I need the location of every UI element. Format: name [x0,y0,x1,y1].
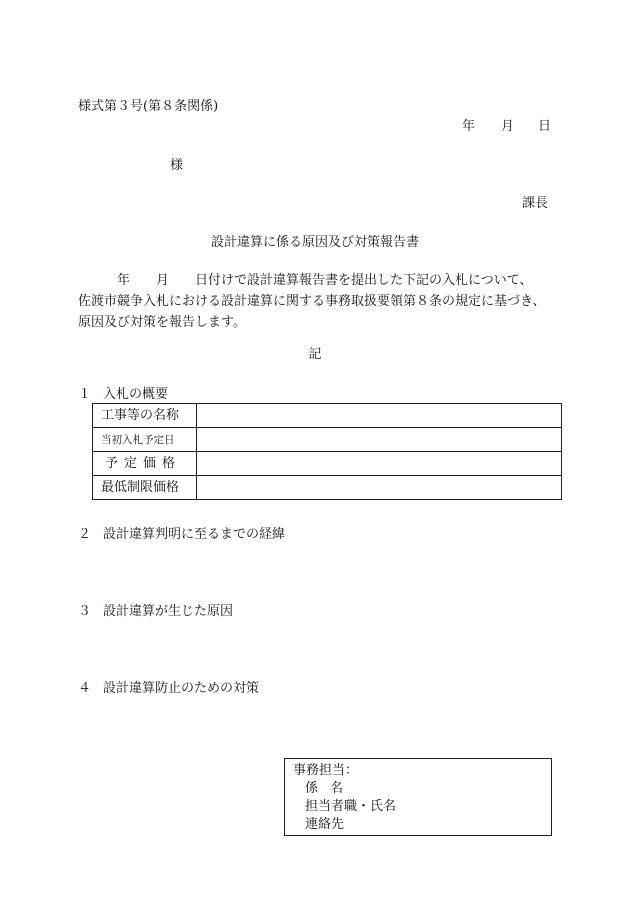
contact-section-label [305,781,343,797]
document-title: 設計違算に係る原因及び対策報告書 [210,235,419,250]
table-row [93,452,562,476]
form-number: 様式第３号(第８条関係) [78,99,219,114]
addressee-suffix: 様 [170,158,184,173]
ki-marker: 記 [308,347,322,362]
section-title: 入札の概要 [103,387,169,402]
section-number: ４ [78,681,92,696]
body-line-2: 佐渡市競争入札における設計違算に関する事務取扱要領第８条の規定に基づき、 [78,294,546,309]
table-value-project-name[interactable] [197,404,562,428]
date-day-label: 日 [538,119,552,134]
section-number: ３ [78,604,92,619]
table-label-initial-bid-date: 当初入札予定日 [93,428,197,452]
section-title: 設計違算判明に至るまでの経緯 [103,527,286,542]
contact-section-label-2: 名 [330,781,344,796]
table-value-estimated-price[interactable] [197,452,562,476]
contact-person-label: 担当者職・氏名 [305,799,397,814]
body-line-1-text: 日付けで設計違算報告書を提出した下記の入札について、 [195,273,533,288]
table-label-estimated-price: 予定価格 [93,452,197,476]
date-year-label: 年 [462,119,476,134]
body-date-month-label: 月 [156,273,170,288]
report-date [462,119,551,135]
table-row [93,404,562,428]
table-value-minimum-price[interactable] [197,476,562,500]
body-date-year-label: 年 [117,273,131,288]
section-title: 設計違算防止のための対策 [103,681,260,696]
contact-box [284,758,552,836]
table-value-initial-bid-date[interactable] [197,428,562,452]
contact-section-label-1: 係 [305,781,319,796]
section-3-heading [78,604,233,620]
section-number: ２ [78,527,92,542]
table-label-project-name: 工事等の名称 [93,404,197,428]
date-month-label: 月 [501,119,515,134]
section-number: １ [78,387,92,402]
table-label-minimum-price: 最低制限価格 [93,476,197,500]
body-line-1 [78,270,558,291]
section-1-heading [78,387,168,403]
body-line-3: 原因及び対策を報告します。 [78,315,246,330]
bid-overview-table [92,403,562,500]
section-4-heading [78,681,259,697]
contact-phone-label: 連絡先 [305,817,345,832]
table-row [93,476,562,500]
section-2-heading [78,527,285,543]
table-row [93,428,562,452]
contact-title: 事務担当： [293,763,359,778]
body-paragraph [78,270,558,333]
section-title: 設計違算が生じた原因 [103,604,234,619]
sender-title: 課長 [522,196,549,211]
